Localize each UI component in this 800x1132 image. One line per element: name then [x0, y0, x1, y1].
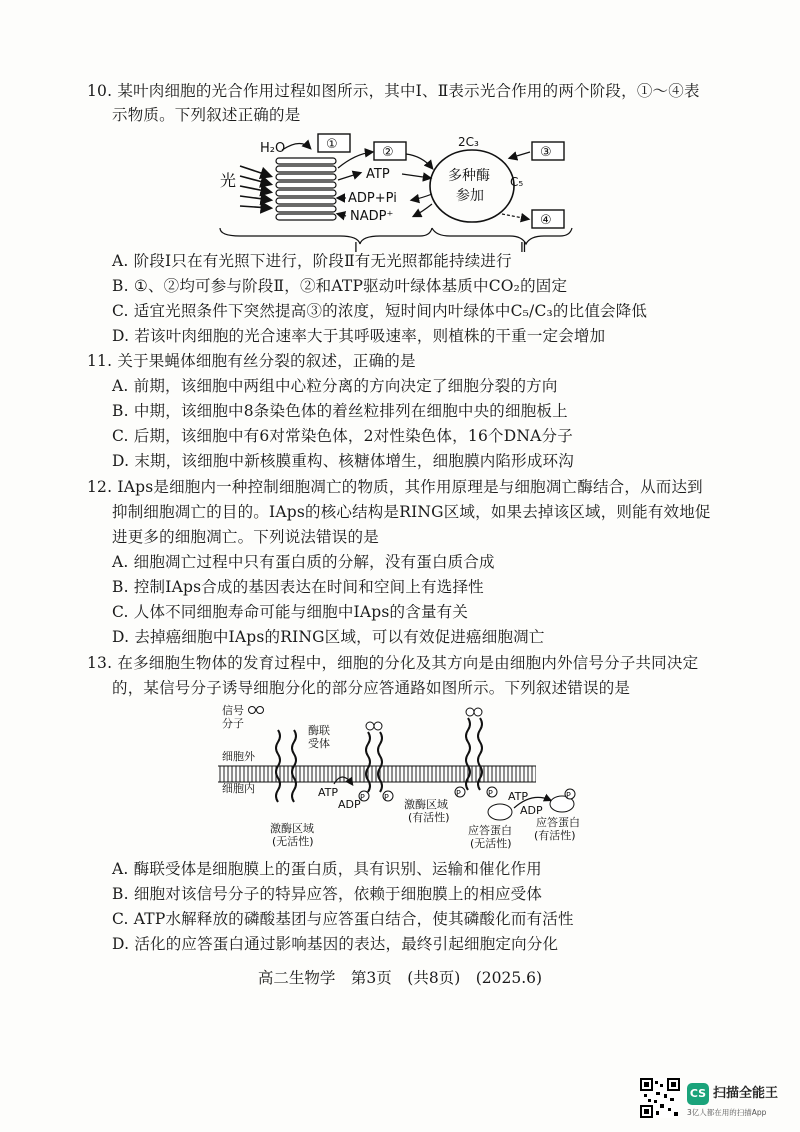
- q13-option-a: A. 酶联受体是细胞膜上的蛋白质，具有识别、运输和催化作用: [112, 860, 542, 878]
- svg-text:P: P: [566, 791, 571, 800]
- nadp-label: NADP⁺: [350, 209, 394, 224]
- signal-label-2: 分子: [222, 717, 244, 730]
- q10-option-b: B. ①、②均可参与阶段Ⅱ，②和ATP驱动叶绿体基质中CO₂的固定: [112, 277, 568, 295]
- svg-text:③: ③: [540, 145, 552, 160]
- q11-option-d: D. 末期，该细胞中新核膜重构、核糖体增生，细胞膜内陷形成环沟: [112, 452, 574, 470]
- enzyme-label-1: 多种酶: [448, 168, 490, 184]
- svg-text:①: ①: [326, 137, 338, 152]
- receptor-label-2: 受体: [308, 737, 330, 750]
- q11-option-a: A. 前期，该细胞中两组中心粒分离的方向决定了细胞分裂的方向: [112, 377, 558, 395]
- adp-label-1: ADP: [338, 798, 361, 811]
- scanner-tagline: 3亿人都在用的扫描App: [687, 1108, 767, 1117]
- q12-stem-line2: 抑制细胞凋亡的目的。IAps的核心结构是RING区域，如果去掉该区域，则能有效地促: [112, 503, 711, 521]
- svg-text:②: ②: [382, 145, 394, 160]
- svg-text:P: P: [384, 793, 389, 802]
- outside-label: 细胞外: [222, 750, 255, 763]
- q13-stem-line2: 的，某信号分子诱导细胞分化的部分应答通路如图所示。下列叙述错误的是: [112, 679, 631, 697]
- q13-stem-line1: 13. 在多细胞生物体的发育过程中，细胞的分化及其方向是由细胞内外信号分子共同决定: [87, 654, 699, 672]
- atp-label: ATP: [366, 167, 390, 182]
- q10-option-a: A. 阶段Ⅰ只在有光照下进行，阶段Ⅱ有无光照都能持续进行: [112, 252, 512, 270]
- q10-stem-line2: 示物质。下列叙述正确的是: [112, 106, 301, 124]
- scanner-brand: 扫描全能王: [713, 1086, 779, 1101]
- receptor-label-1: 酶联: [308, 724, 330, 737]
- q12-option-c: C. 人体不同细胞寿命可能与细胞中IAps的含量有关: [112, 603, 469, 621]
- adp-pi-label: ADP+Pi: [348, 191, 397, 206]
- h2o-label: H₂O: [260, 141, 286, 156]
- q12-option-d: D. 去掉癌细胞中IAps的RING区域，可以有效促进癌细胞凋亡: [112, 628, 545, 646]
- q10-option-c: C. 适宜光照条件下突然提高③的浓度，短时间内叶绿体中C₅/C₃的比值会降低: [112, 302, 648, 320]
- c3-label: 2C₃: [458, 135, 479, 149]
- q13-option-b: B. 细胞对该信号分子的特异应答，依赖于细胞膜上的相应受体: [112, 885, 543, 903]
- inside-label: 细胞内: [222, 782, 255, 795]
- resp-inactive-label-1: 应答蛋白: [468, 824, 512, 837]
- q11-option-b: B. 中期，该细胞中8条染色体的着丝粒排列在细胞中央的细胞板上: [112, 402, 568, 420]
- kinase-active-label-2: (有活性): [408, 811, 450, 824]
- kinase-inactive-label-1: 激酶区域: [270, 822, 314, 835]
- scanner-watermark: [640, 1078, 790, 1122]
- q12-stem-line1: 12. IAps是细胞内一种控制细胞凋亡的物质，其作用原理是与细胞凋亡酶结合，从而达到: [87, 478, 703, 496]
- c5-label: C₅: [510, 175, 524, 189]
- light-label: 光: [220, 171, 237, 190]
- q12-stem-line3: 进更多的细胞凋亡。下列说法错误的是: [112, 528, 379, 546]
- kinase-inactive-label-2: (无活性): [272, 835, 314, 848]
- kinase-active-label-1: 激酶区域: [404, 798, 448, 811]
- q11-option-c: C. 后期，该细胞中有6对常染色体，2对性染色体，16个DNA分子: [112, 427, 573, 445]
- atp-label-2: ATP: [508, 790, 529, 803]
- svg-text:P: P: [456, 789, 461, 798]
- svg-text:P: P: [488, 789, 493, 798]
- resp-inactive-label-2: (无活性): [470, 837, 512, 850]
- q13-option-c: C. ATP水解释放的磷酸基团与应答蛋白结合，使其磷酸化而有活性: [112, 910, 574, 928]
- page-footer: 高二生物学 第3页 (共8页) (2025.6): [257, 969, 543, 987]
- photosynthesis-diagram: [210, 128, 580, 252]
- resp-active-label-2: (有活性): [534, 829, 576, 842]
- signal-molecule: [249, 707, 264, 714]
- qr-code-icon: [640, 1078, 680, 1118]
- q12-option-a: A. 细胞凋亡过程中只有蛋白质的分解，没有蛋白质合成: [112, 553, 495, 571]
- response-protein-inactive: [488, 804, 512, 820]
- svg-text:P: P: [360, 793, 365, 802]
- thylakoid-stack: [276, 158, 336, 220]
- adp-label-2: ADP: [520, 804, 543, 817]
- light-arrows: [240, 166, 270, 208]
- enzyme-label-2: 参加: [456, 188, 484, 204]
- signal-label-1: 信号: [222, 704, 244, 717]
- cs-logo-icon: CS: [687, 1083, 709, 1105]
- stage-1-label: Ⅰ: [354, 241, 358, 252]
- atp-label-1: ATP: [318, 786, 339, 799]
- q11-stem: 11. 关于果蝇体细胞有丝分裂的叙述，正确的是: [87, 352, 416, 370]
- resp-active-label-1: 应答蛋白: [536, 816, 580, 829]
- q10-stem-line1: 10. 某叶肉细胞的光合作用过程如图所示，其中Ⅰ、Ⅱ表示光合作用的两个阶段，①～④表: [87, 82, 700, 100]
- signal-pathway-diagram: [218, 700, 598, 852]
- q12-option-b: B. 控制IAps合成的基因表达在时间和空间上有选择性: [112, 578, 484, 596]
- q10-option-d: D. 若该叶肉细胞的光合速率大于其呼吸速率，则植株的干重一定会增加: [112, 327, 606, 345]
- stage-2-label: Ⅱ: [520, 241, 527, 252]
- calvin-cycle: [430, 150, 514, 222]
- svg-text:④: ④: [540, 213, 552, 228]
- q13-option-d: D. 活化的应答蛋白通过影响基因的表达，最终引起细胞定向分化: [112, 935, 559, 953]
